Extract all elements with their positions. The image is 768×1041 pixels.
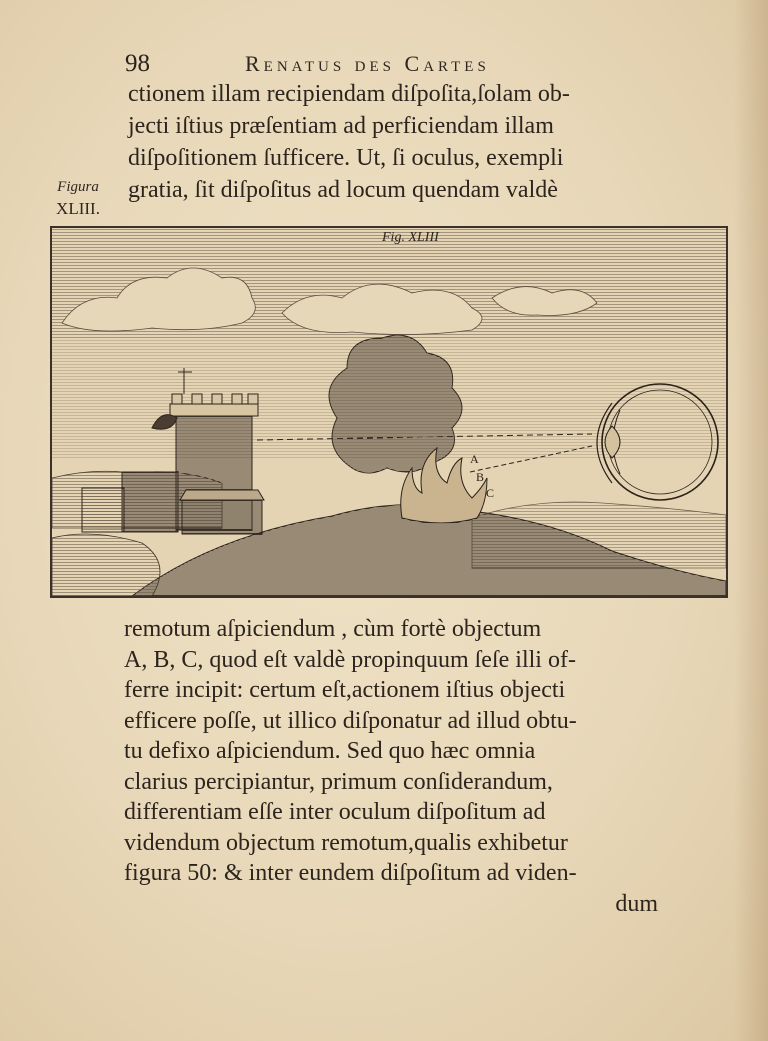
text-line: diſpoſitionem ſufficere. Ut, ſi oculus, exempli	[128, 145, 564, 171]
page-edge-shadow	[734, 0, 768, 1041]
text-line: clarius percipiantur, primum conſiderandum,	[124, 768, 553, 795]
text-block-top	[128, 78, 664, 206]
running-head	[125, 50, 565, 80]
engraving-figure	[50, 226, 728, 598]
margin-note	[38, 176, 118, 220]
text-line: remotum aſpiciendum , cùm fortè objectum	[124, 616, 542, 642]
catchword: dum	[615, 890, 658, 917]
margin-note-number: XLIII.	[56, 199, 100, 218]
text-line: figura 50: & inter eundem diſpoſitum ad viden-	[124, 860, 577, 886]
text-line: efficere poſſe, ut illico diſponatur ad illud obtu-	[124, 707, 577, 734]
engraving-illustration	[52, 228, 726, 596]
text-line: differentiam eſſe inter oculum diſpoſitum ad	[124, 799, 546, 825]
text-line: A, B, C, quod eſt valdè propinquum ſeſe illi of-	[124, 646, 576, 673]
text-line: ctionem illam recipiendam diſpoſita,ſolam ob-	[128, 81, 570, 107]
text-line: videndum objectum remotum,qualis exhibetur	[124, 829, 568, 856]
text-line: ferre incipit: certum eſt,actionem iſtius objecti	[124, 677, 566, 703]
text-line: jecti iſtius præſentiam ad perficiendam illam	[128, 113, 554, 139]
figure-caption: Fig. XLIII	[382, 230, 439, 245]
header-title: Renatus des Cartes	[245, 51, 490, 76]
figure-letter-a: A	[470, 452, 479, 466]
figure-letter-b: B	[476, 470, 485, 484]
text-line: gratia, ſit diſpoſitus ad locum quendam valdè	[128, 177, 558, 203]
foreground-left	[52, 534, 160, 596]
margin-note-label: Figura	[57, 179, 99, 195]
figure-letter-c: C	[486, 486, 495, 500]
page-number: 98	[125, 50, 150, 77]
text-block-bottom	[124, 614, 658, 919]
text-line: tu defixo aſpiciendum. Sed quo hæc omnia	[124, 738, 536, 764]
